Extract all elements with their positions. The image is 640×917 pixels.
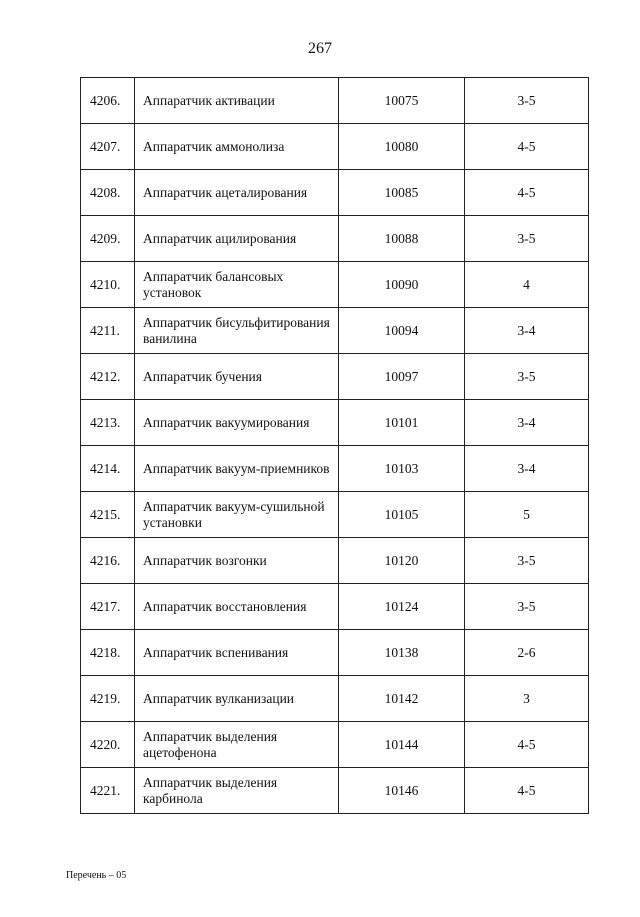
row-number-cell: 4206. (81, 78, 135, 124)
profession-name-cell: Аппаратчик вулканизации (135, 676, 339, 722)
profession-code-cell: 10094 (339, 308, 465, 354)
table-row (81, 538, 589, 584)
profession-code-cell: 10097 (339, 354, 465, 400)
row-number-cell: 4212. (81, 354, 135, 400)
profession-code-cell: 10085 (339, 170, 465, 216)
profession-name-cell: Аппаратчик вспенивания (135, 630, 339, 676)
category-cell: 2-6 (465, 630, 589, 676)
profession-name-cell: Аппаратчик вакуумирования (135, 400, 339, 446)
profession-code-cell: 10080 (339, 124, 465, 170)
row-number-cell: 4211. (81, 308, 135, 354)
professions-table (80, 77, 589, 814)
profession-name-cell: Аппаратчик выделения карбинола (135, 768, 339, 814)
category-cell: 3-5 (465, 584, 589, 630)
category-cell: 3-5 (465, 216, 589, 262)
profession-name-cell: Аппаратчик ацеталирования (135, 170, 339, 216)
category-cell: 3-4 (465, 308, 589, 354)
category-cell: 3 (465, 676, 589, 722)
category-cell: 4-5 (465, 170, 589, 216)
table-row (81, 768, 589, 814)
profession-code-cell: 10138 (339, 630, 465, 676)
profession-name-cell: Аппаратчик балансовых установок (135, 262, 339, 308)
table-row (81, 354, 589, 400)
row-number-cell: 4209. (81, 216, 135, 262)
row-number-cell: 4216. (81, 538, 135, 584)
row-number-cell: 4214. (81, 446, 135, 492)
table-row (81, 584, 589, 630)
profession-code-cell: 10144 (339, 722, 465, 768)
profession-code-cell: 10088 (339, 216, 465, 262)
page-number: 267 (308, 40, 332, 57)
category-cell: 3-5 (465, 354, 589, 400)
table-row (81, 170, 589, 216)
profession-code-cell: 10103 (339, 446, 465, 492)
row-number-cell: 4220. (81, 722, 135, 768)
row-number-cell: 4221. (81, 768, 135, 814)
profession-code-cell: 10101 (339, 400, 465, 446)
profession-code-cell: 10090 (339, 262, 465, 308)
row-number-cell: 4208. (81, 170, 135, 216)
table-row (81, 722, 589, 768)
row-number-cell: 4213. (81, 400, 135, 446)
category-cell: 4-5 (465, 124, 589, 170)
table-row (81, 400, 589, 446)
table-body (81, 78, 589, 814)
table-row (81, 630, 589, 676)
footer-label: Перечень – 05 (66, 870, 127, 881)
table-row (81, 446, 589, 492)
profession-name-cell: Аппаратчик бисульфитирования ванилина (135, 308, 339, 354)
profession-name-cell: Аппаратчик ацилирования (135, 216, 339, 262)
profession-code-cell: 10075 (339, 78, 465, 124)
profession-name-cell: Аппаратчик активации (135, 78, 339, 124)
category-cell: 3-5 (465, 78, 589, 124)
profession-name-cell: Аппаратчик аммонолиза (135, 124, 339, 170)
profession-name-cell: Аппаратчик возгонки (135, 538, 339, 584)
category-cell: 4-5 (465, 768, 589, 814)
row-number-cell: 4207. (81, 124, 135, 170)
row-number-cell: 4218. (81, 630, 135, 676)
profession-code-cell: 10105 (339, 492, 465, 538)
profession-name-cell: Аппаратчик вакуум-сушильной установки (135, 492, 339, 538)
profession-code-cell: 10120 (339, 538, 465, 584)
category-cell: 4 (465, 262, 589, 308)
table-row (81, 676, 589, 722)
row-number-cell: 4210. (81, 262, 135, 308)
profession-name-cell: Аппаратчик бучения (135, 354, 339, 400)
profession-name-cell: Аппаратчик выделения ацетофенона (135, 722, 339, 768)
profession-name-cell: Аппаратчик вакуум-приемников (135, 446, 339, 492)
profession-name-cell: Аппаратчик восстановления (135, 584, 339, 630)
category-cell: 3-4 (465, 400, 589, 446)
row-number-cell: 4217. (81, 584, 135, 630)
category-cell: 5 (465, 492, 589, 538)
table-row (81, 308, 589, 354)
row-number-cell: 4215. (81, 492, 135, 538)
table-row (81, 262, 589, 308)
table-row (81, 492, 589, 538)
category-cell: 4-5 (465, 722, 589, 768)
profession-code-cell: 10124 (339, 584, 465, 630)
category-cell: 3-5 (465, 538, 589, 584)
table-row (81, 78, 589, 124)
profession-code-cell: 10146 (339, 768, 465, 814)
category-cell: 3-4 (465, 446, 589, 492)
table-row (81, 124, 589, 170)
row-number-cell: 4219. (81, 676, 135, 722)
table-row (81, 216, 589, 262)
profession-code-cell: 10142 (339, 676, 465, 722)
